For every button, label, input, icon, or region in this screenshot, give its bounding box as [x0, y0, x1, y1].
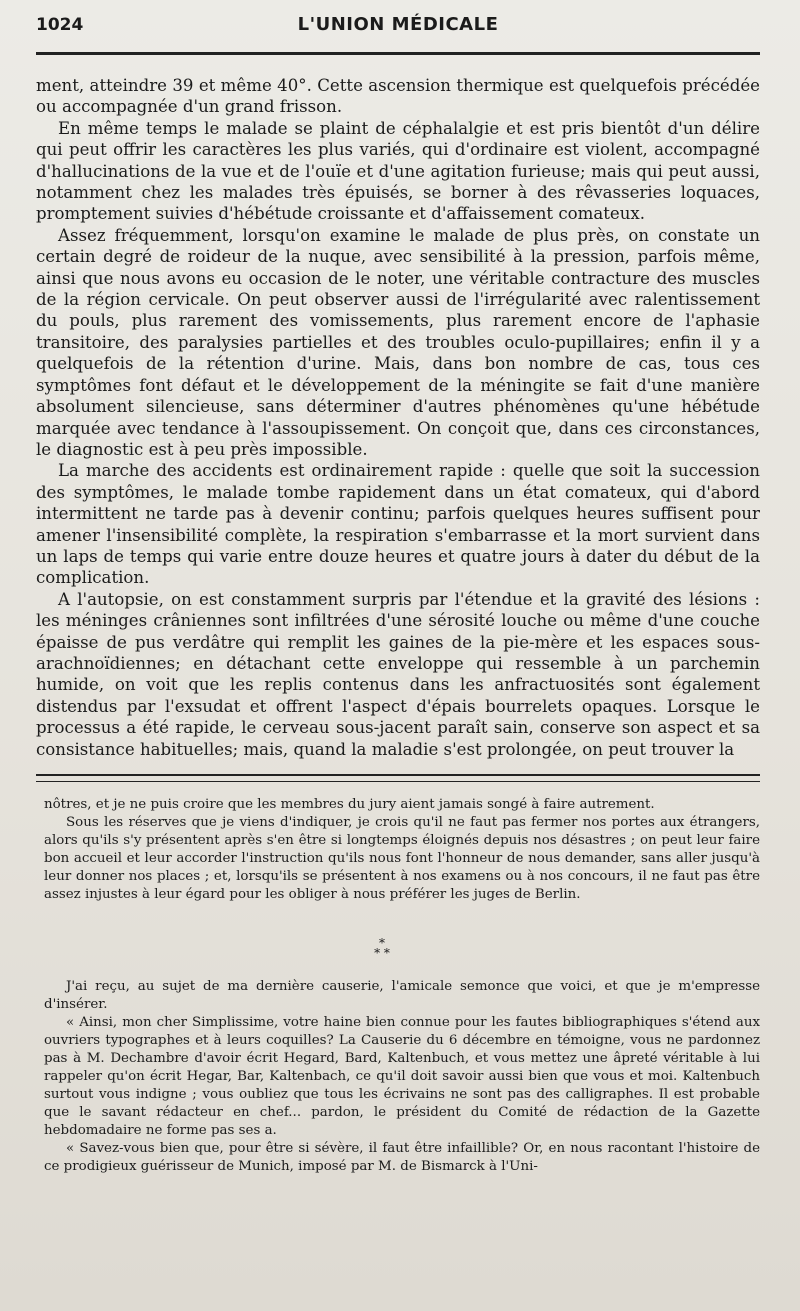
asterism-top: *	[379, 936, 385, 950]
header-rule	[36, 52, 760, 55]
footnote-paragraph: nôtres, et je ne puis croire que les membres du jury aient jamais songé à faire autrement.	[44, 797, 655, 812]
footnote-paragraph: « Savez-vous bien que, pour être si sévère, il faut être infaillible? Or, en nous racontant l'histoire de ce prodigieux guérisseur de Munich, imposé par M. de Bismarck à l'Uni-	[44, 1141, 760, 1174]
page-header	[36, 14, 760, 48]
asterism-bottom: * *	[374, 946, 390, 960]
footnote-paragraph: « Ainsi, mon cher Simplissime, votre haine bien connue pour les fautes bibliographiques s'étend aux ouvriers typographes et à leurs coquilles? La Causerie du 6 décembre en témoigne, vous ne pardonnez pas à M. Dechambre d'avoir écrit Hegard, Bard, Kaltenbuch, et vous mettez une âpreté véritable à lui rappeler qu'on écrit Hegar, Bar, Kaltenbach, ce qu'il doit savoir aussi bien que vous et moi. Kaltenbuch surtout vous indigne ; vous oubliez que tous les écrivains ne sont pas des calligraphes. Il est probable que le savant rédacteur en chef... pardon, le président du Comité de rédaction de la Gazette hebdomadaire ne forme pas ses a.	[44, 1015, 760, 1138]
page-number: 1024	[36, 15, 84, 35]
paragraph: Assez fréquemment, lorsqu'on examine le malade de plus près, on constate un certain degré de roideur de la nuque, avec sensibilité à la pression, parfois même, ainsi que nous avons eu occasion de le noter, une véritable contracture des muscles de la région cervicale. On peut observer aussi de l'irrégularité avec ralentissement du pouls, plus rarement des vomissements, plus rarement encore de l'aphasie transitoire, des paralysies partielles et des troubles oculo-pupillaires; enfin il y a quelquefois de la rétention d'urine. Mais, dans bon nombre de cas, tous ces symptômes font défaut et le développement de la méningite se fait d'une manière absolument silencieuse, sans déterminer d'autres phénomènes qu'une hébétude marquée avec tendance à l'assoupissement. On conçoit que, dans ces circonstances, le diagnostic est à peu près impossible.	[36, 225, 760, 459]
asterism	[44, 938, 760, 958]
footnote-paragraph: J'ai reçu, au sujet de ma dernière causerie, l'amicale semonce que voici, et que je m'empresse d'insérer.	[44, 979, 760, 1012]
paragraph: ment, atteindre 39 et même 40°. Cette ascension thermique est quelquefois précédée ou accompagnée d'un grand frisson.	[36, 76, 760, 117]
paragraph: A l'autopsie, on est constamment surpris par l'étendue et la gravité des lésions : les méninges crâniennes sont infiltrées d'une sérosité louche ou même d'une couche épaisse de pus verdâtre qui remplit les gaines de la pie-mère et les espaces sous-arachnoïdiennes; en détachant cette enveloppe qui ressemble à un parchemin humide, on voit que les replis contenus dans les anfractuosités sont également distendus par l'exsudat et offrent l'aspect d'épais bourrelets opaques. Lorsque le processus a été rapide, le cerveau sous-jacent paraît sain, conserve son aspect et sa consistance habituelles; mais, quand la maladie s'est prolongée, on peut trouver la	[36, 589, 760, 759]
paragraph: En même temps le malade se plaint de céphalalgie et est pris bientôt d'un délire qui peut offrir les caractères les plus variés, qui d'ordinaire est violent, accompagné d'hallucinations de la vue et de l'ouïe et d'une agitation furieuse; mais qui peut aussi, notamment chez les malades très épuisés, se borner à des rêvasseries loquaces, promptement suivies d'hébétude croissante et d'affaissement comateux.	[36, 118, 760, 224]
footnote-separator	[36, 774, 760, 782]
paragraph: La marche des accidents est ordinairement rapide : quelle que soit la succession des symptômes, le malade tombe rapidement dans un état comateux, qui d'abord intermittent ne tarde pas à devenir continu; parfois quelques heures suffisent pour amener l'insensibilité complète, la respiration s'embarrasse et la mort survient dans un laps de temps qui varie entre douze heures et quatre jours à dater du début de la complication.	[36, 461, 760, 588]
feuilleton	[36, 796, 760, 1176]
footnote-paragraph: Sous les réserves que je viens d'indiquer, je crois qu'il ne faut pas fermer nos portes aux étrangers, alors qu'ils s'y présentent après s'en être si longtemps éloignés depuis nos désastres ; on peut leur faire bon accueil et leur accorder l'instruction qu'ils nous font l'honneur de nous demander, sans aller jusqu'à leur donner nos places ; et, lorsqu'ils se présentent à nos examens ou à nos concours, il ne faut pas être assez injustes à leur égard pour les obliger à nous préférer les juges de Berlin.	[44, 815, 760, 902]
main-text	[36, 75, 760, 760]
journal-title: L'UNION MÉDICALE	[297, 14, 499, 35]
